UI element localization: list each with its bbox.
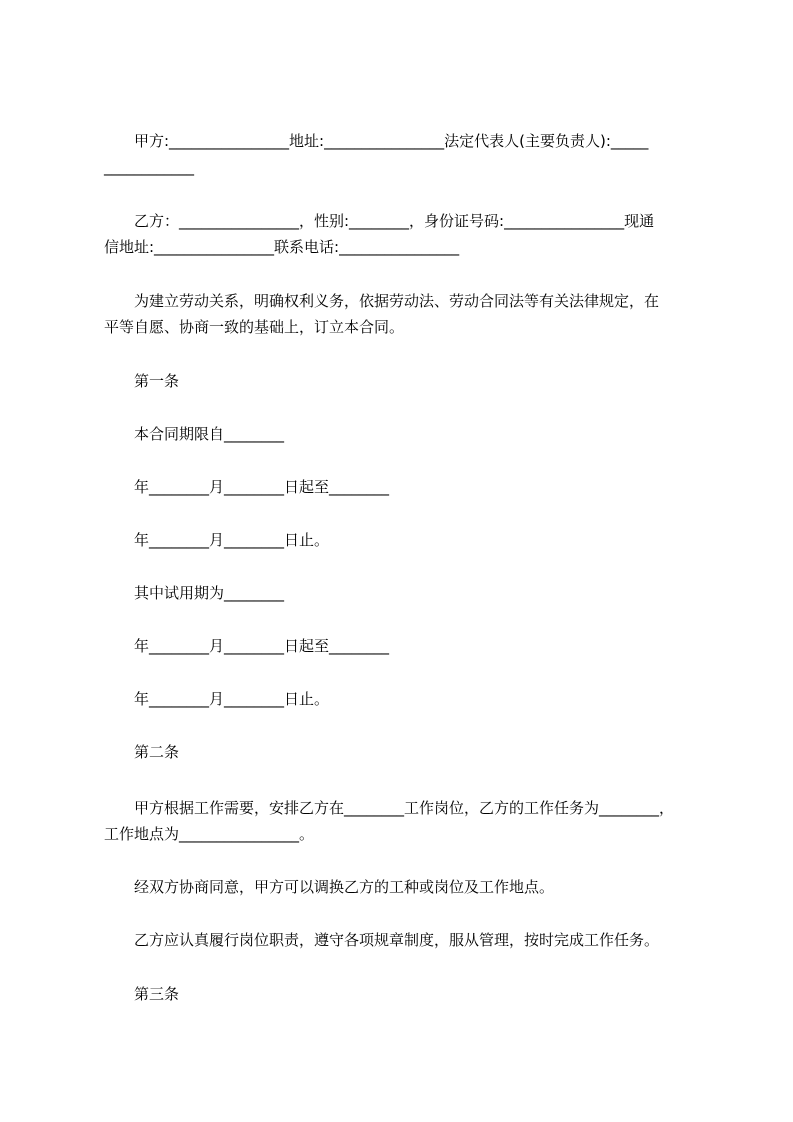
party-b-info: 乙方：________________，性别:________，身份证号码:________________现通 信地址:________________联系电话:________________ [104,212,655,256]
probation-to: 年________月________日止。 [104,690,330,708]
article-3-heading: 第三条 [104,985,180,1003]
job-assignment: 甲方根据工作需要，安排乙方在________工作岗位，乙方的工作任务为________， 工作地点为________________。 [104,799,675,843]
party-a-info: 甲方:________________地址:________________法定代表人(主要负责人):_____ ____________ [104,132,649,176]
article-2-heading: 第二条 [104,743,180,761]
job-duties: 乙方应认真履行岗位职责，遵守各项规章制度，服从管理，按时完成工作任务。 [104,931,660,949]
article-1-heading: 第一条 [104,372,180,390]
contract-term-to: 年________月________日止。 [104,531,330,549]
job-adjustment: 经双方协商同意，甲方可以调换乙方的工种或岗位及工作地点。 [104,878,555,896]
contract-term-start: 本合同期限自________ [104,425,285,443]
probation-from: 年________月________日起至________ [104,637,390,655]
probation-period: 其中试用期为________ [104,584,285,602]
contract-term-from: 年________月________日起至________ [104,478,390,496]
preamble: 为建立劳动关系，明确权利义务，依据劳动法、劳动合同法等有关法律规定，在 平等自愿、协商一致的基础上，订立本合同。 [104,292,660,336]
